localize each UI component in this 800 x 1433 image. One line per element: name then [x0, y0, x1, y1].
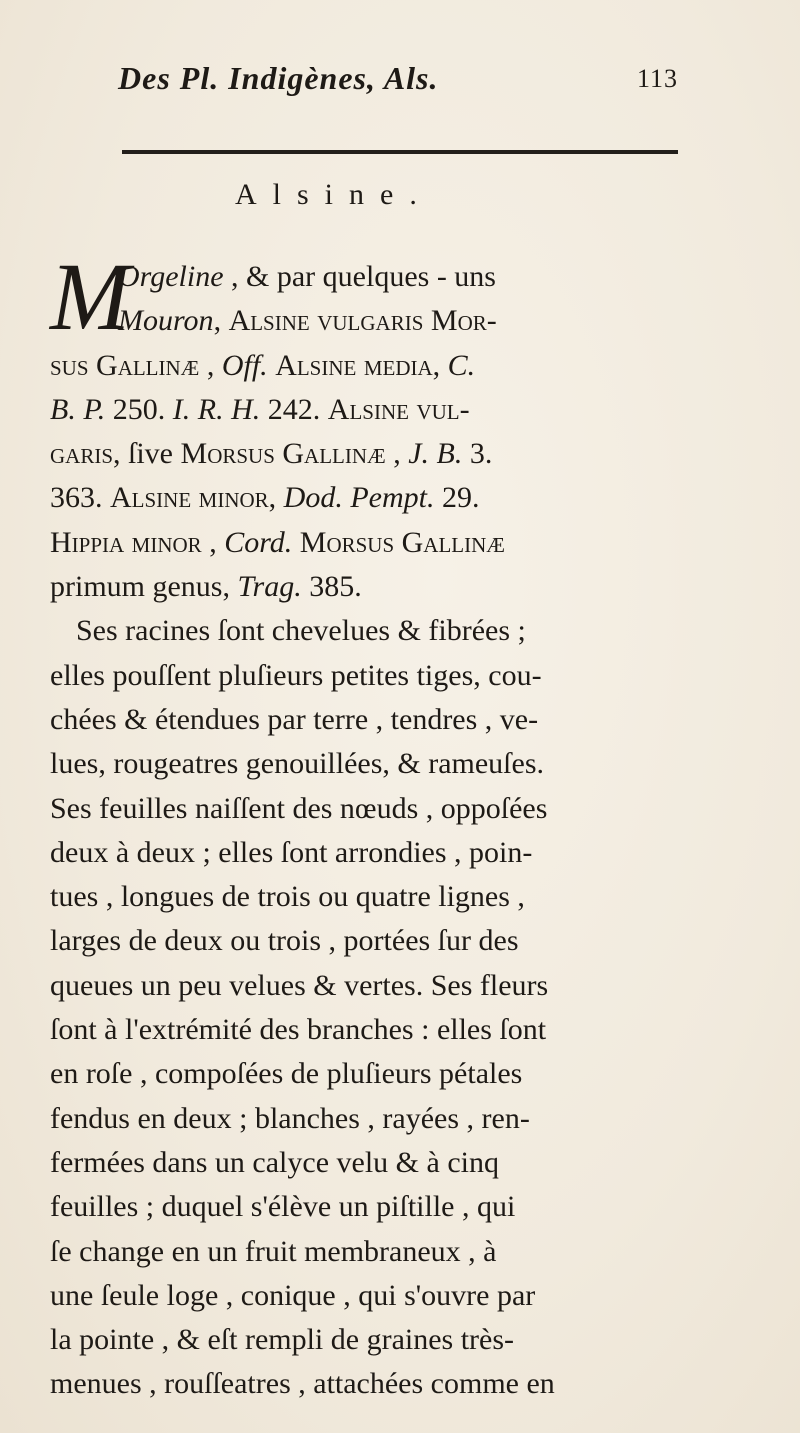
text-run: Off. [221, 348, 268, 382]
text-run: 250. [105, 392, 173, 426]
text-run: ſe change en un fruit membraneux , à [50, 1234, 497, 1268]
text-run: fermées dans un calyce velu & à cinq [50, 1145, 499, 1179]
text-run: Alsine vulgaris Mor- [228, 304, 497, 338]
text-run [292, 526, 300, 559]
text-line [50, 875, 740, 919]
text-line [50, 388, 740, 432]
text-run: menues , rouſſeatres , attachées comme en [50, 1367, 555, 1401]
text-run: fendus en deux ; blanches , rayées , ren- [50, 1101, 530, 1135]
text-line [50, 432, 740, 476]
text-run: queues un peu velues & vertes. Ses fleurs [50, 968, 549, 1002]
text-run: C. [447, 348, 476, 382]
text-run: sus Gallinæ [50, 348, 200, 382]
text-run: , [201, 525, 225, 559]
text-run: Hippia minor [50, 525, 202, 559]
text-line [50, 565, 740, 609]
text-run: garis [50, 437, 114, 471]
text-line [50, 1008, 740, 1052]
text-line [50, 1185, 740, 1229]
text-run: en roſe , compoſées de pluſieurs pétales [50, 1057, 523, 1091]
text-line [50, 1052, 740, 1096]
text-line [50, 609, 740, 653]
running-head-title: Des Pl. Indigènes, Als. [118, 60, 439, 96]
text-line [50, 831, 740, 875]
text-line [50, 654, 740, 698]
page-number: 113 [636, 64, 678, 93]
text-run: Alsine vul- [327, 392, 470, 426]
running-head [118, 60, 678, 110]
text-line [50, 1274, 740, 1318]
text-line [50, 1141, 740, 1185]
text-run: larges de deux ou trois , portées ſur des [50, 924, 519, 958]
text-run: Alsine media [275, 348, 433, 382]
text-run: Alsine minor [110, 481, 269, 515]
text-run: lues, rougeatres genouillées, & rameuſes. [50, 747, 545, 781]
drop-cap: M [50, 243, 130, 350]
text-run: 385. [301, 570, 362, 604]
text-line [50, 299, 740, 343]
text-run: 363. [50, 481, 110, 515]
text-line [50, 787, 740, 831]
text-run: B. P. [50, 392, 106, 426]
text-run: Trag. [237, 570, 302, 604]
text-run: Dod. Pempt. [283, 481, 435, 515]
text-run: , [199, 348, 222, 382]
text-line [50, 1318, 740, 1362]
text-run: la pointe , & eſt rempli de graines très- [50, 1323, 515, 1357]
text-run: , [385, 437, 409, 471]
text-line [50, 1097, 740, 1141]
text-line [50, 698, 740, 742]
text-run: deux à deux ; elles ſont arrondies , poin- [50, 835, 533, 869]
text-run: 242. [260, 392, 328, 426]
text-run: Mouron [118, 304, 214, 338]
text-run: primum genus, [50, 570, 238, 604]
text-run: elles pouſſent pluſieurs petites tiges, cou- [50, 658, 542, 692]
text-run: Morsus Gallinæ [299, 525, 505, 559]
text-run: 29. [434, 481, 480, 515]
text-line [50, 964, 740, 1008]
text-line [50, 344, 740, 388]
text-run: Orgeline [118, 260, 224, 293]
text-run: , [268, 481, 284, 515]
text-run: , [432, 348, 448, 382]
text-line [50, 742, 740, 786]
text-run: Cord. [224, 525, 293, 559]
text-run: ſont à l'extrémité des branches : elles ſont [50, 1013, 547, 1047]
text-run: une ſeule loge , conique , qui s'ouvre par [50, 1278, 536, 1312]
text-line [50, 255, 740, 299]
text-run: feuilles ; duquel s'élève un piſtille , qui [50, 1190, 516, 1224]
text-line [50, 1362, 740, 1406]
header-rule [122, 150, 678, 154]
text-line [50, 919, 740, 963]
text-run: Ses racines ſont chevelues & fibrées ; [76, 614, 526, 648]
text-run: , ſive [113, 437, 181, 471]
text-run: 3. [462, 437, 493, 471]
text-run: Ses feuilles naiſſent des nœuds , oppoſées [50, 791, 548, 825]
text-line [50, 1230, 740, 1274]
text-line [50, 521, 740, 565]
text-run: , & par quelques - uns [223, 260, 496, 293]
text-run: , [213, 304, 229, 338]
text-run: tues , longues de trois ou quatre lignes , [50, 880, 525, 914]
section-title: Alsine. [235, 178, 433, 211]
text-run: Morsus Gallinæ [180, 437, 386, 471]
text-run: chées & étendues par terre , tendres , ve- [50, 702, 539, 736]
text-line [50, 476, 740, 520]
body-text [50, 243, 740, 1407]
text-run: J. B. [408, 437, 463, 471]
text-run: I. R. H. [172, 392, 261, 426]
